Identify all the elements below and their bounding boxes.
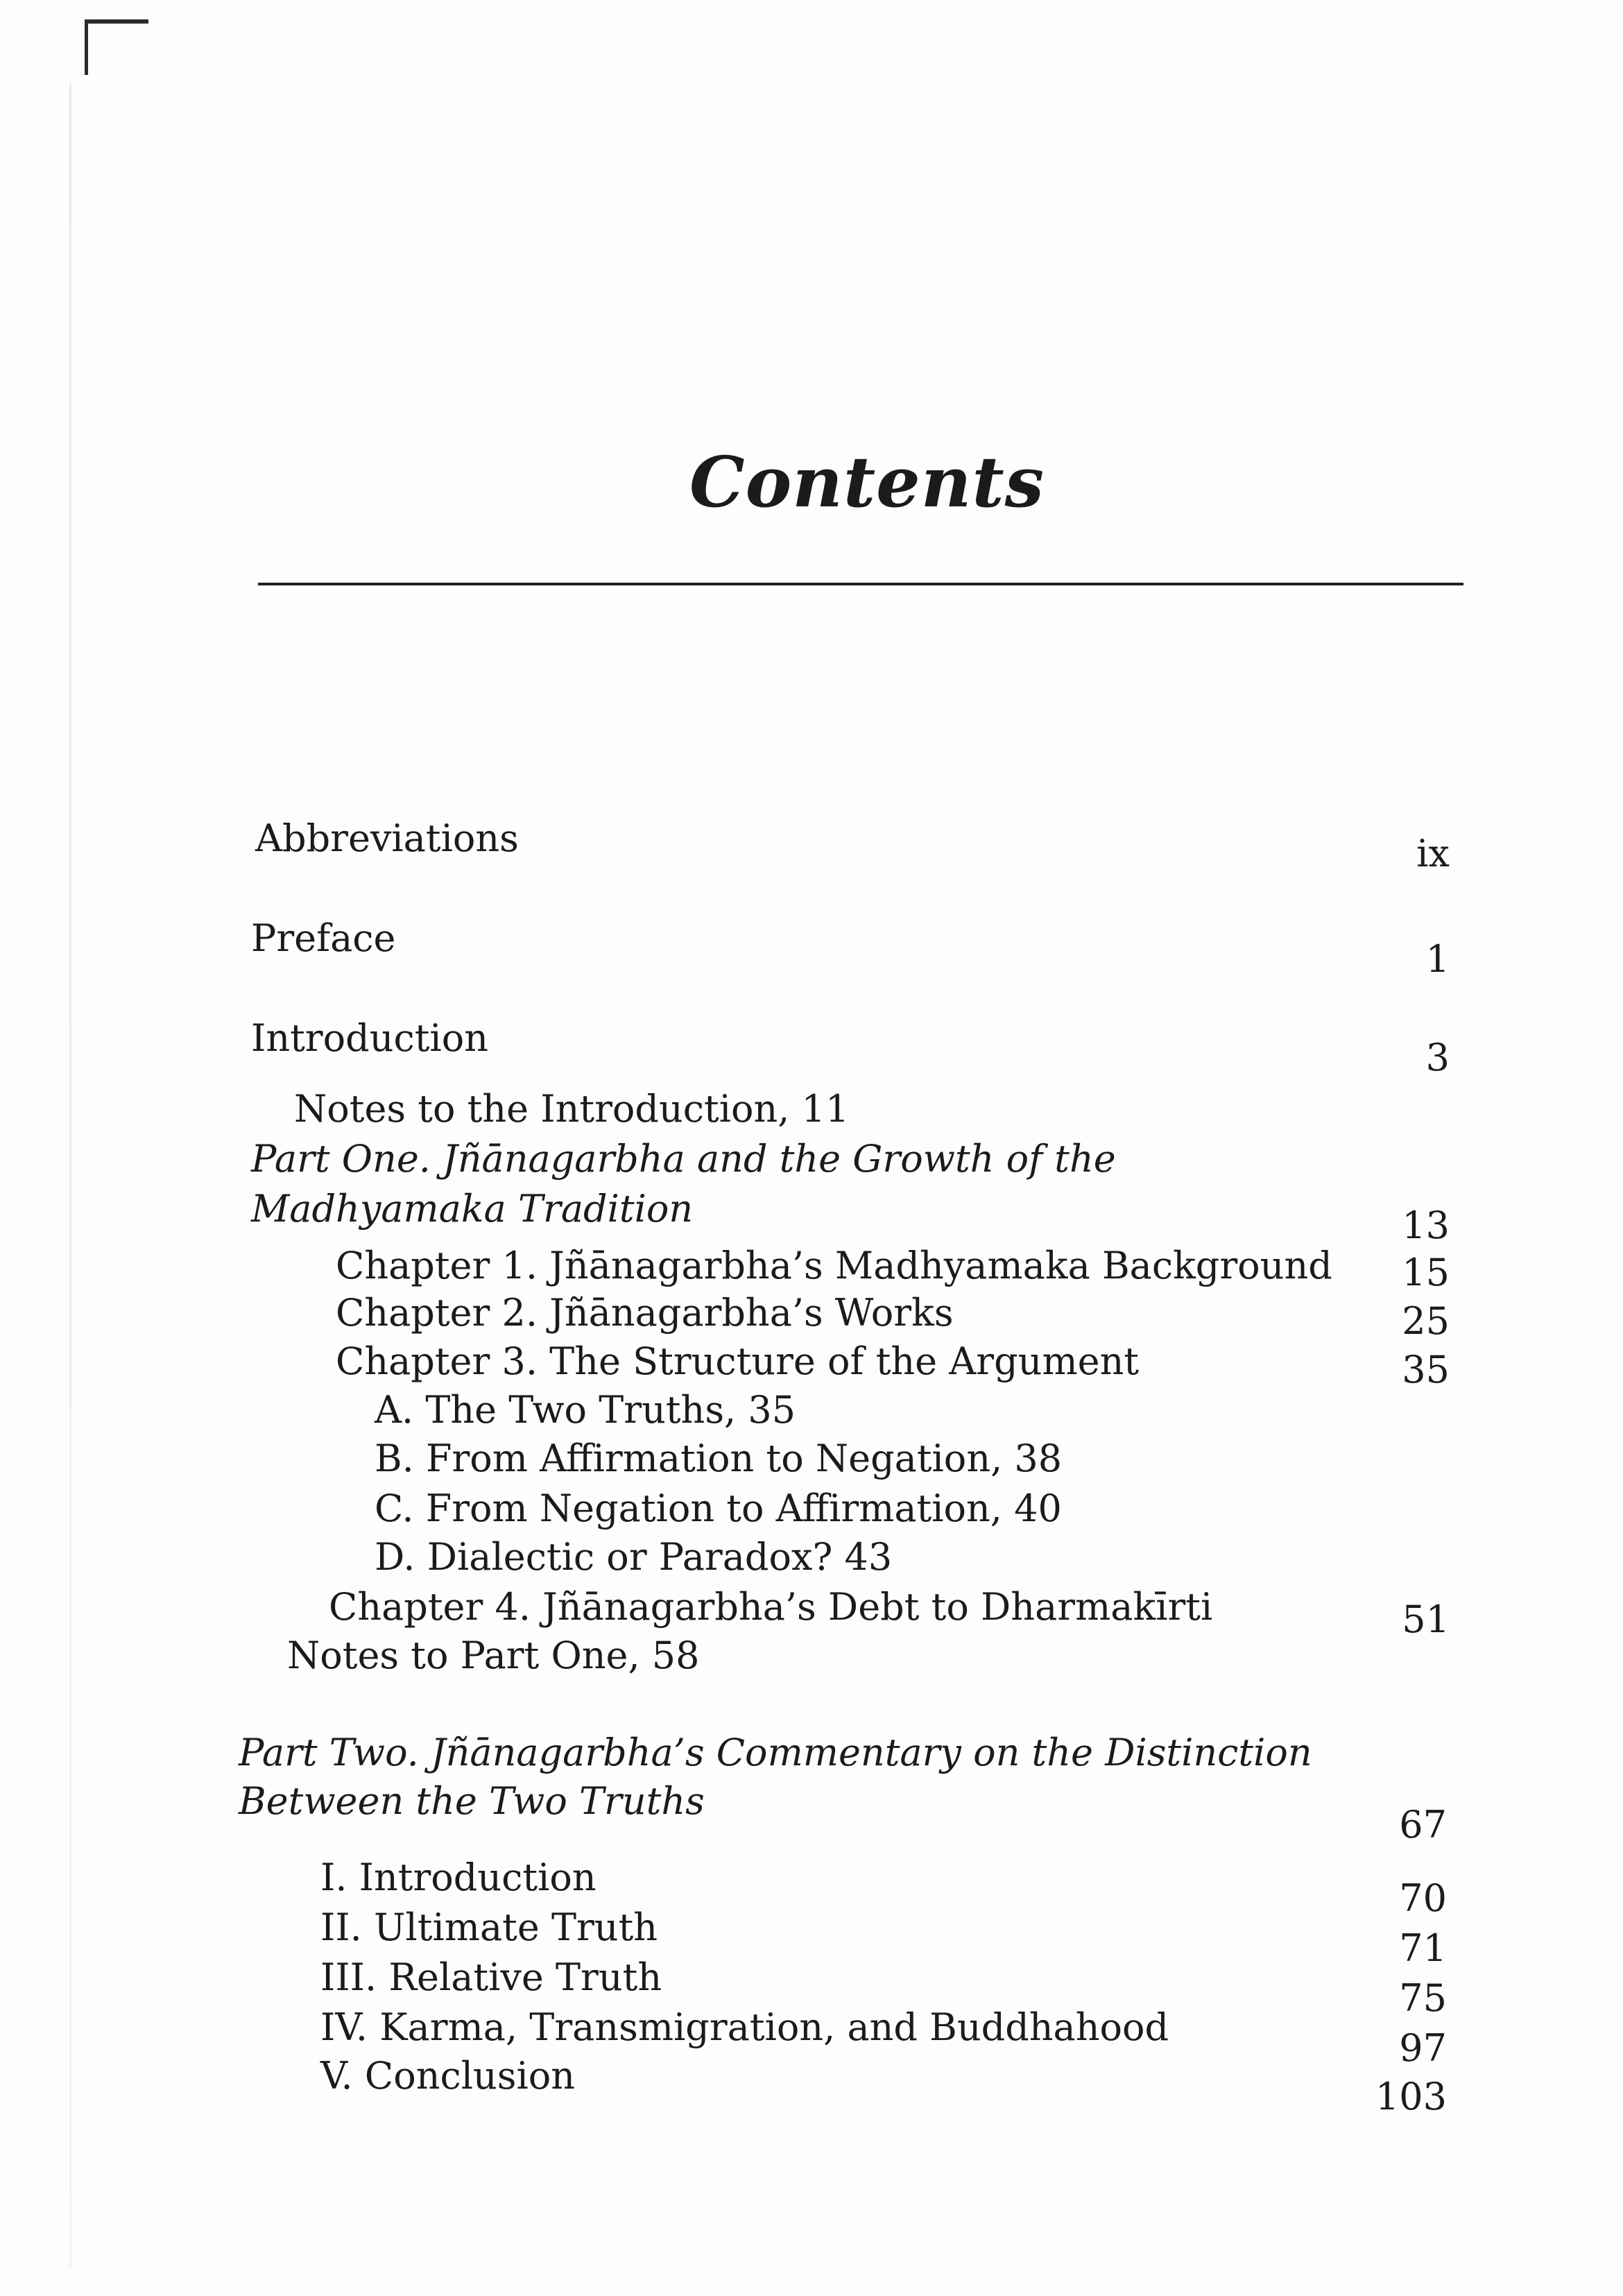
- toc-label: Abbreviations: [255, 816, 519, 860]
- toc-page-number: 67: [1399, 1803, 1447, 1847]
- toc-label: C. From Negation to Affirmation, 40: [375, 1487, 1062, 1530]
- toc-label: Preface: [251, 916, 396, 960]
- toc-label: I. Introduction: [320, 1856, 596, 1899]
- page-corner-mark-vertical: [85, 19, 88, 75]
- toc-page-preface: [0, 938, 1623, 981]
- toc-label-line1: Part Two. Jñānagarbha’s Commentary on the Distinction: [239, 1731, 1312, 1774]
- toc-page-number: 51: [1402, 1597, 1450, 1641]
- toc-label-line2: Madhyamaka Tradition: [251, 1187, 694, 1231]
- toc-page-number: 70: [1399, 1876, 1447, 1920]
- toc-page-number: 35: [1402, 1348, 1450, 1391]
- toc-entry-part-two[interactable]: [0, 1731, 1623, 1774]
- toc-label: Chapter 1. Jñānagarbha’s Madhyamaka Background: [336, 1244, 1332, 1287]
- toc-entry-chapter-2[interactable]: [0, 1291, 1623, 1343]
- toc-entry-notes-part-one[interactable]: [0, 1634, 1623, 1677]
- toc-page-number: 71: [1399, 1926, 1447, 1970]
- toc-entry-chapter-1[interactable]: [0, 1244, 1623, 1294]
- toc-label-line1: Part One. Jñānagarbha and the Growth of the: [251, 1137, 1116, 1181]
- toc-entry-chapter-3b[interactable]: [0, 1437, 1623, 1480]
- toc-page-number: 97: [1399, 2026, 1447, 2070]
- toc-label: D. Dialectic or Paradox? 43: [375, 1535, 893, 1579]
- toc-label: Notes to the Introduction, 11: [294, 1087, 850, 1131]
- toc-label: A. The Two Truths, 35: [375, 1388, 796, 1432]
- toc-label: Introduction: [251, 1016, 488, 1060]
- toc-entry-chapter-4[interactable]: [0, 1585, 1623, 1641]
- toc-label: IV. Karma, Transmigration, and Buddhahood: [320, 2005, 1169, 2049]
- page-title: Contents: [689, 441, 1045, 523]
- toc-page-number: 1: [1425, 937, 1450, 981]
- toc-label: Chapter 4. Jñānagarbha’s Debt to Dharmakīrti: [329, 1585, 1213, 1629]
- toc-label: Chapter 2. Jñānagarbha’s Works: [336, 1291, 954, 1335]
- toc-label-line2: Between the Two Truths: [239, 1779, 705, 1823]
- toc-entry-chapter-3[interactable]: [0, 1339, 1623, 1391]
- toc-label: B. From Affirmation to Negation, 38: [375, 1437, 1063, 1480]
- toc-entry-part-two-ii[interactable]: [0, 1905, 1623, 1970]
- toc-entry-part-two-iv[interactable]: [0, 2005, 1623, 2070]
- toc-page-part-two: [0, 1804, 1623, 1847]
- toc-page-number: 103: [1375, 2075, 1447, 2118]
- toc-page-introduction: [0, 1036, 1623, 1079]
- toc-page-number: 15: [1402, 1251, 1450, 1294]
- toc-page-number: 75: [1399, 1976, 1447, 2020]
- toc-entry-part-two-i[interactable]: [0, 1856, 1623, 1920]
- toc-entry-chapter-3c[interactable]: [0, 1487, 1623, 1530]
- toc-page-number: 13: [1402, 1203, 1450, 1247]
- toc-entry-part-one[interactable]: [0, 1138, 1623, 1181]
- toc-label: Chapter 3. The Structure of the Argument: [336, 1339, 1140, 1383]
- toc-entry-chapter-3d[interactable]: [0, 1536, 1623, 1579]
- toc-label: III. Relative Truth: [320, 1955, 662, 1999]
- toc-label: Notes to Part One, 58: [287, 1634, 700, 1677]
- toc-entry-part-two-v[interactable]: [0, 2054, 1623, 2118]
- toc-label: V. Conclusion: [320, 2054, 576, 2098]
- toc-entry-chapter-3a[interactable]: [0, 1389, 1623, 1432]
- toc-page-number: 25: [1402, 1299, 1450, 1343]
- toc-page-number: 3: [1425, 1036, 1450, 1079]
- toc-entry-part-two-iii[interactable]: [0, 1955, 1623, 2020]
- toc-page-abbreviations: [0, 832, 1623, 875]
- toc-page-part-one: [0, 1204, 1623, 1247]
- page-corner-mark: [85, 19, 148, 24]
- toc-entry-notes-introduction[interactable]: [0, 1088, 1623, 1131]
- toc-label: II. Ultimate Truth: [320, 1905, 658, 1949]
- toc-page-number: ix: [1416, 832, 1450, 875]
- title-rule: [258, 583, 1463, 585]
